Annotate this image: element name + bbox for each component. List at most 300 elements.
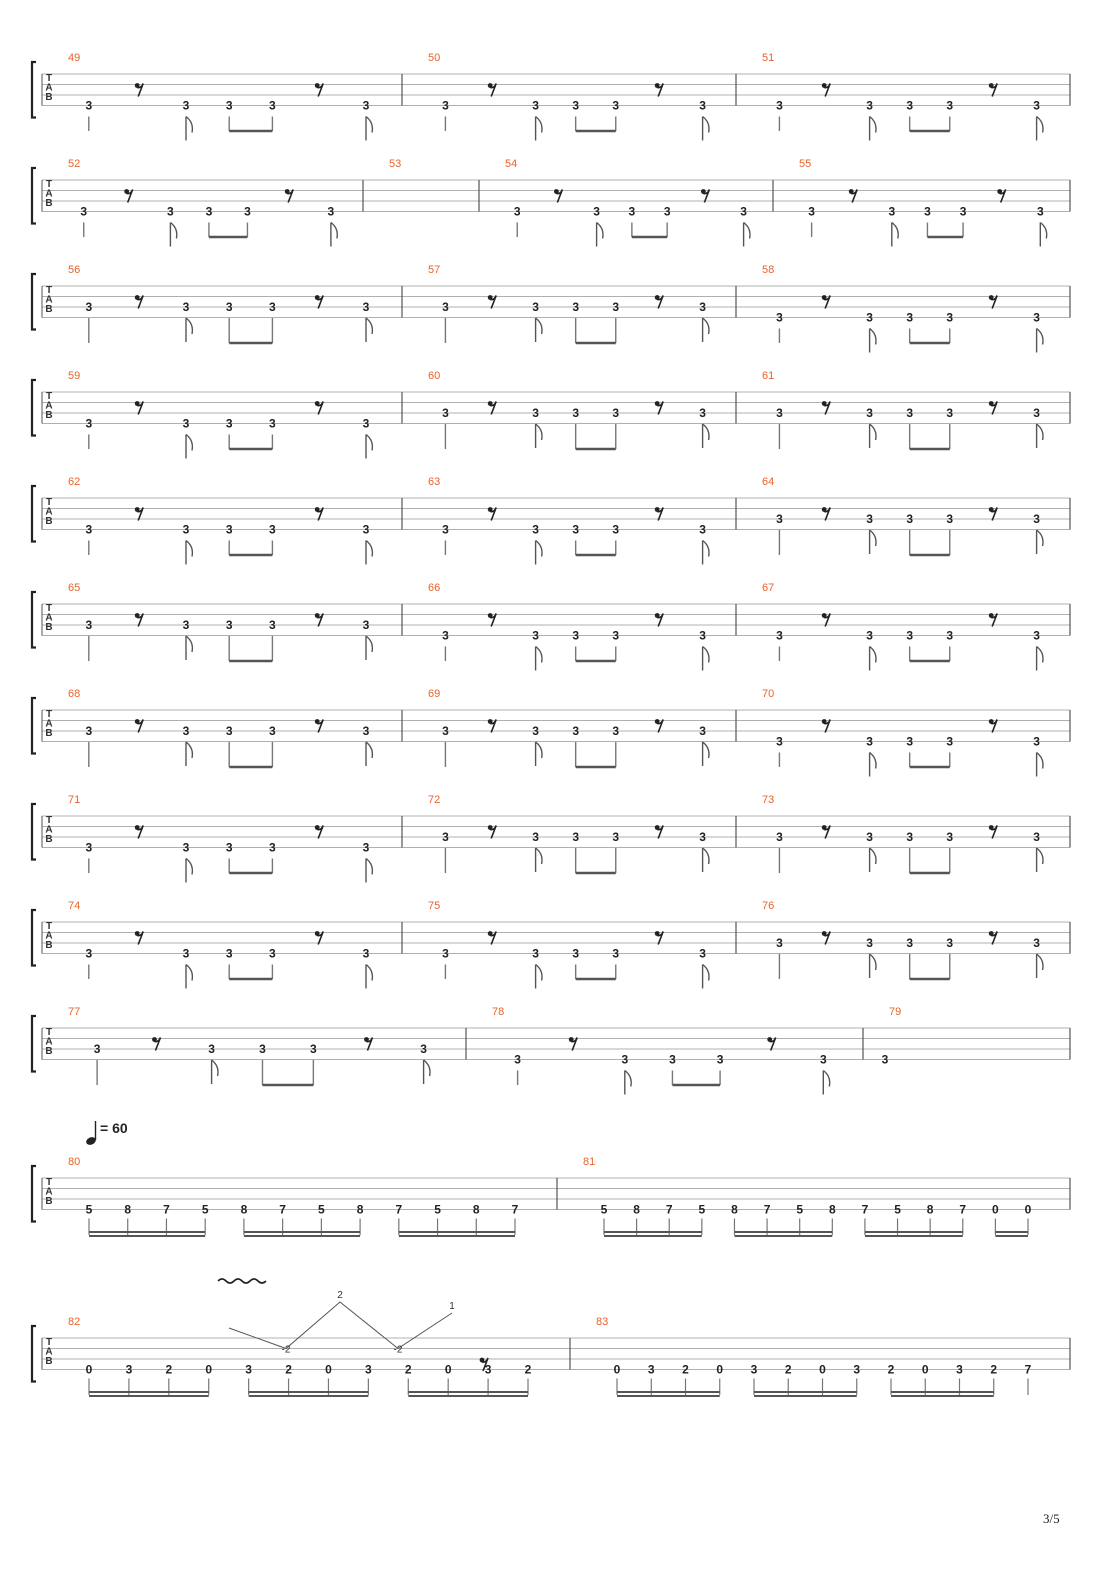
tab-fret-number: 3 [946,310,954,325]
tab-clef-letter: B [45,1046,53,1057]
tab-fret-number: 3 [572,406,580,420]
tab-fret-number: 8 [472,1202,480,1217]
eighth-flag [870,647,876,671]
tab-fret-number: 3 [362,840,370,855]
measure [68,264,372,343]
tab-fret-number: 3 [484,1362,492,1377]
tab-clef-letter: A [45,82,53,94]
system-bracket [32,168,36,224]
tab-fret-number: 3 [442,98,449,113]
tab-system [32,582,1070,671]
measure [68,1156,519,1236]
tab-fret-number: 3 [946,98,954,113]
measure [68,688,372,767]
tab-clef-letter: B [45,1196,53,1207]
tab-fret-number: 3 [906,512,914,526]
measure-number: 70 [762,688,775,700]
measure-number: 59 [68,370,81,382]
measure [428,52,709,141]
tab-fret-number: 2 [285,1362,292,1377]
tab-fret-number: 3 [225,946,233,961]
tab-fret-number: 3 [85,618,93,632]
tab-clef-letter: A [45,1346,53,1358]
tab-fret-number: 3 [572,98,580,113]
tempo-marking [85,1120,128,1146]
measure-number: 67 [762,582,775,594]
eighth-flag [703,647,709,671]
tab-fret-number: 3 [532,628,539,643]
tab-fret-number: 3 [245,1362,252,1377]
tab-system [32,1279,1070,1396]
eighth-flag [703,848,709,872]
measure-number: 50 [428,52,441,64]
tab-fret-number: 3 [612,300,620,314]
tab-system [32,370,1070,459]
tab-fret-number: 2 [784,1362,792,1377]
tab-fret-number: 0 [992,1202,999,1217]
tab-fret-number: 3 [182,840,190,855]
tab-fret-number: 3 [906,406,914,420]
tab-fret-number: 3 [946,512,954,526]
tab-fret-number: 3 [225,618,233,632]
measure-number: 73 [762,794,775,806]
tab-fret-number: 0 [325,1362,332,1377]
tab-fret-number: 3 [85,946,93,961]
tab-fret-number: 3 [612,98,620,113]
system-bracket [32,380,36,436]
tab-fret-number: 3 [362,416,370,431]
tab-fret-number: 3 [269,618,276,632]
tab-clef-letter: A [45,400,53,412]
tab-fret-number: 3 [572,628,580,643]
bend-label: 2 [337,1290,343,1301]
tab-fret-number: 3 [572,946,580,961]
tab-fret-number: 3 [924,204,931,219]
tab-fret-number: 3 [699,628,706,643]
tab-fret-number: 3 [365,1362,372,1377]
tab-clef-letter: B [45,92,53,103]
tab-fret-number: 3 [1033,310,1040,325]
tab-fret-number: 3 [85,300,93,314]
tab-clef-letter: A [45,1186,53,1198]
tab-fret-number: 8 [356,1202,364,1217]
eighth-flag [536,742,542,766]
measure [762,52,1043,141]
tab-fret-number: 3 [442,406,449,420]
tab-fret-number: 3 [946,628,954,643]
tab-fret-number: 3 [572,522,580,537]
tab-fret-number: 3 [906,936,914,950]
tab-fret-number: 3 [808,204,815,219]
eighth-flag [703,318,709,342]
measure [389,158,401,170]
tab-fret-number: 0 [921,1362,929,1377]
tab-fret-number: 3 [1033,98,1040,113]
tab-clef-letter: T [45,179,53,190]
tab-fret-number: 3 [946,936,954,950]
tab-clef-letter: A [45,188,53,200]
tab-clef-letter: A [45,612,53,624]
measure-number: 55 [799,158,812,170]
eighth-flag [186,318,192,342]
measure-number: 57 [428,264,441,276]
measure-number: 56 [68,264,81,276]
measure-number: 51 [762,52,775,64]
tab-fret-number: 3 [1036,204,1044,219]
eighth-flag [186,435,192,459]
eighth-flag [703,541,709,565]
system-bracket [32,1326,36,1382]
tab-fret-number: 3 [205,204,213,219]
tab-fret-number: 3 [776,734,783,749]
tab-fret-number: 3 [532,724,539,738]
tab-fret-number: 3 [776,310,783,325]
eighth-flag [703,742,709,766]
tab-fret-number: 0 [85,1362,93,1377]
tab-clef-letter: B [45,1356,53,1367]
tab-fret-number: 2 [165,1362,173,1377]
measure [428,688,709,767]
tab-fret-number: 3 [621,1052,629,1067]
tab-fret-number: 3 [310,1042,317,1056]
tab-fret-number: 0 [1024,1202,1032,1217]
tab-fret-number: 3 [125,1362,133,1377]
tab-clef-letter: T [45,497,53,508]
tab-fret-number: 7 [511,1202,519,1217]
tab-fret-number: 3 [699,830,706,844]
eighth-flag [366,117,372,141]
tab-fret-number: 3 [906,98,914,113]
tab-fret-number: 3 [740,204,747,219]
eighth-flag [597,223,603,247]
tab-system [32,688,1070,777]
tab-fret-number: 5 [796,1202,804,1217]
tab-clef-letter: B [45,834,53,845]
measure [492,1006,830,1095]
tab-clef-letter: B [45,410,53,421]
tab-fret-number: 5 [434,1202,441,1217]
eighth-flag [870,753,876,777]
measure [68,158,337,247]
eighth-flag [212,1060,218,1084]
eighth-flag [536,647,542,671]
eighth-flag [170,223,176,247]
measure [68,582,372,661]
tab-fret-number: 3 [699,724,706,738]
tab-clef-letter: T [45,1337,53,1348]
eighth-flag [366,742,372,766]
tab-clef-letter: B [45,516,53,527]
tab-fret-number: 3 [628,204,636,219]
measure [596,1316,1032,1396]
eighth-flag [424,1060,430,1084]
tab-fret-number: 7 [395,1202,403,1217]
measure [428,476,709,565]
tab-fret-number: 5 [600,1202,608,1217]
eighth-flag [186,965,192,989]
tab-fret-number: 3 [225,416,233,431]
measure [428,582,709,671]
tab-fret-number: 3 [866,406,873,420]
tab-fret-number: 3 [532,830,539,844]
tab-fret-number: 3 [362,522,370,537]
tab-fret-number: 7 [665,1202,673,1217]
tab-fret-number: 3 [244,204,251,219]
tab-fret-number: 3 [888,204,896,219]
eighth-flag [703,965,709,989]
tab-fret-number: 3 [362,618,370,632]
tab-fret-number: 3 [532,300,539,314]
tab-fret-number: 8 [633,1202,640,1217]
tab-fret-number: 3 [866,628,873,643]
systems-layer [32,52,1070,1396]
eighth-flag [625,1071,631,1095]
tab-fret-number: 3 [819,1052,827,1067]
tab-fret-number: 3 [1033,628,1040,643]
tab-fret-number: 3 [699,300,706,314]
measure-number: 79 [889,1006,902,1018]
measure [68,794,372,883]
measure-number: 60 [428,370,441,382]
tab-fret-number: 3 [225,522,233,537]
measure [799,158,1047,247]
measure-number: 52 [68,158,81,170]
tab-fret-number: 3 [776,512,783,526]
system-bracket [32,274,36,330]
tab-fret-number: 8 [828,1202,836,1217]
tab-fret-number: 3 [572,830,580,844]
measure-number: 61 [762,370,775,382]
measure-number: 54 [505,158,518,170]
tab-fret-number: 3 [866,98,873,113]
bend-contour [229,1302,452,1349]
tab-fret-number: 3 [182,98,190,113]
eighth-flag [703,117,709,141]
tab-fret-number: 3 [85,522,93,537]
tab-system [32,264,1070,353]
measure-number: 81 [583,1156,596,1168]
tab-fret-number: 3 [182,416,190,431]
system-bracket [32,804,36,860]
measure-number: 82 [68,1316,81,1328]
tab-fret-number: 3 [959,204,967,219]
eighth-flag [870,954,876,978]
measure-number: 75 [428,900,441,912]
eighth-flag [1037,647,1043,671]
tab-fret-number: 3 [776,406,783,420]
system-bracket [32,62,36,118]
tab-fret-number: 3 [93,1042,101,1056]
tab-fret-number: 3 [532,406,539,420]
tab-clef-letter: T [45,1027,53,1038]
tab-fret-number: 3 [612,830,620,844]
tab-fret-number: 3 [946,734,954,749]
tab-fret-number: 3 [442,830,449,844]
tab-fret-number: 3 [225,840,233,855]
eighth-flag [536,541,542,565]
eighth-flag [870,848,876,872]
tab-fret-number: 3 [866,512,873,526]
eighth-flag [823,1071,829,1095]
eighth-flag [1037,954,1043,978]
page-number: 3/5 [1043,1511,1060,1526]
eighth-flag [1037,848,1043,872]
tab-fret-number: 3 [420,1042,427,1056]
tab-fret-number: 3 [612,946,620,961]
measure-number: 58 [762,264,775,276]
tab-system [32,1006,1070,1095]
tab-fret-number: 7 [1024,1362,1032,1377]
measure-number: 80 [68,1156,81,1168]
tab-fret-number: 3 [612,724,620,738]
tab-fret-number: 3 [269,98,276,113]
tab-system [32,794,1070,883]
eighth-flag [1037,117,1043,141]
tab-fret-number: 3 [956,1362,963,1377]
tab-fret-number: 3 [532,522,539,537]
tab-fret-number: 3 [776,98,783,113]
measure-number: 66 [428,582,441,594]
tab-clef-letter: A [45,1036,53,1048]
tab-fret-number: 3 [362,946,370,961]
eighth-flag [870,424,876,448]
tab-clef-letter: T [45,709,53,720]
measure [68,476,372,565]
eighth-flag [366,435,372,459]
eighth-flag [366,859,372,883]
eighth-flag [186,742,192,766]
tab-fret-number: 3 [669,1052,676,1067]
tab-fret-number: 3 [699,98,706,113]
measure-number: 64 [762,476,775,488]
tab-clef-letter: B [45,622,53,633]
tab-fret-number: 3 [182,946,190,961]
tab-clef-letter: A [45,294,53,306]
tab-fret-number: 3 [612,522,620,537]
measure [882,1006,902,1067]
tab-fret-number: 7 [763,1202,771,1217]
tab-fret-number: 3 [532,98,539,113]
tab-fret-number: 3 [906,628,914,643]
eighth-flag [186,541,192,565]
measure [68,1006,430,1085]
tab-fret-number: 3 [85,724,93,738]
eighth-flag [1040,223,1046,247]
system-bracket [32,1016,36,1072]
measure [762,370,1043,449]
measure [762,794,1043,873]
tab-fret-number: 3 [572,724,580,738]
tab-fret-number: 3 [269,840,276,855]
tab-clef-letter: A [45,718,53,730]
eighth-flag [366,965,372,989]
eighth-flag [186,117,192,141]
tab-clef-letter: B [45,304,53,315]
measure [68,370,372,459]
tab-fret-number: 3 [699,522,706,537]
tab-system [32,158,1070,247]
eighth-flag [1037,753,1043,777]
measure-number: 62 [68,476,81,488]
tab-fret-number: 3 [182,300,190,314]
eighth-flag [536,848,542,872]
tab-fret-number: 5 [698,1202,706,1217]
measure-number: 69 [428,688,441,700]
tab-fret-number: 3 [1033,512,1040,526]
tab-fret-number: 3 [182,618,190,632]
tab-clef-letter: T [45,73,53,84]
eighth-flag [186,859,192,883]
eighth-flag [1037,424,1043,448]
eighth-flag [366,318,372,342]
tab-fret-number: 3 [513,204,521,219]
eighth-flag [536,318,542,342]
tab-fret-number: 3 [699,946,706,961]
eighth-flag [892,223,898,247]
tab-fret-number: 7 [959,1202,967,1217]
tab-system [32,476,1070,565]
tab-fret-number: 3 [442,946,449,961]
tab-fret-number: 3 [269,416,276,431]
tab-fret-number: 7 [279,1202,286,1217]
system-bracket [32,1166,36,1222]
measure-number: 49 [68,52,81,64]
tab-fret-number: 3 [946,830,954,844]
tab-clef-letter: B [45,198,53,209]
tab-fret-number: 3 [1033,936,1040,950]
tab-fret-number: 2 [524,1362,532,1377]
tab-fret-number: 8 [124,1202,132,1217]
measure-number: 63 [428,476,441,488]
tab-fret-number: 3 [1033,406,1040,420]
tab-fret-number: 3 [85,840,93,855]
tempo-label: = 60 [100,1120,128,1136]
measure [583,1156,1032,1236]
tab-fret-number: 3 [572,300,580,314]
eighth-flag [536,965,542,989]
measure-number: 53 [389,158,402,170]
tab-fret-number: 2 [990,1362,998,1377]
tab-fret-number: 3 [269,300,276,314]
tab-fret-number: 3 [225,98,233,113]
measure [68,52,372,141]
tab-fret-number: 5 [318,1202,325,1217]
measure [762,264,1043,353]
tab-fret-number: 0 [819,1362,826,1377]
eighth-flag [536,117,542,141]
tab-fret-number: 3 [906,830,914,844]
tab-fret-number: 0 [613,1362,621,1377]
tab-fret-number: 3 [167,204,174,219]
tab-fret-number: 3 [532,946,539,961]
measure-number: 78 [492,1006,505,1018]
tab-fret-number: 3 [593,204,600,219]
tab-fret-number: 2 [682,1362,689,1377]
tab-clef-letter: A [45,824,53,836]
tab-fret-number: 3 [269,946,276,961]
system-bracket [32,486,36,542]
tab-fret-number: 3 [866,830,873,844]
tab-clef-letter: T [45,815,53,826]
measure [762,582,1043,671]
tab-fret-number: 3 [80,204,88,219]
eighth-flag [366,636,372,660]
tab-fret-number: 5 [85,1202,93,1217]
tab-fret-number: 5 [201,1202,209,1217]
measure-number: 68 [68,688,81,700]
tab-fret-number: 3 [881,1052,889,1067]
tab-fret-number: 8 [240,1202,248,1217]
